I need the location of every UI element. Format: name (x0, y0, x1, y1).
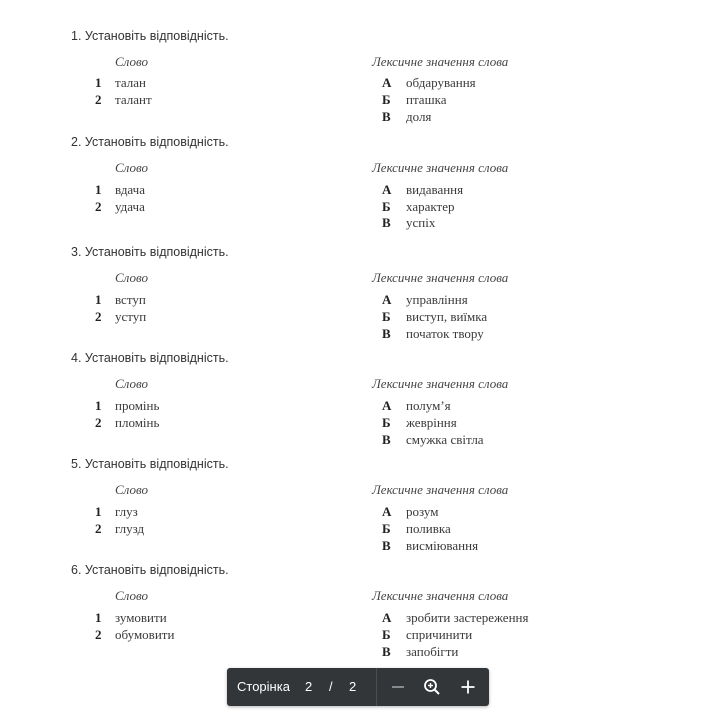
task-title: 2. Установіть відповідність. (71, 135, 229, 149)
item-key: В (382, 326, 391, 341)
item-text: запобігти (406, 644, 459, 659)
item-text: талан (115, 75, 146, 90)
item-text: початок твору (406, 326, 484, 341)
item-text: зумовити (115, 610, 167, 625)
page-label: Сторінка (237, 679, 290, 694)
item-text: глуз (115, 504, 138, 519)
left-column-header: Слово (115, 270, 148, 285)
item-key: В (382, 215, 391, 230)
item-text: вступ (115, 292, 146, 307)
right-column-header: Лексичне значення слова (372, 376, 509, 391)
item-text: висміювання (406, 538, 479, 553)
item-key: 1 (95, 504, 102, 519)
item-text: пломінь (115, 415, 160, 430)
task-title: 3. Установіть відповідність. (71, 245, 229, 259)
item-key: 2 (95, 92, 102, 107)
item-text: уступ (115, 309, 147, 324)
item-key: Б (382, 627, 391, 642)
item-key: 2 (95, 627, 102, 642)
item-key: 2 (95, 309, 102, 324)
item-key: В (382, 109, 391, 124)
item-text: жевріння (406, 415, 457, 430)
right-column-header: Лексичне значення слова (372, 482, 509, 497)
toolbar-divider (376, 668, 377, 706)
item-text: полум’я (406, 398, 451, 413)
plus-icon (458, 677, 478, 697)
minus-icon (388, 677, 408, 697)
item-text: управління (406, 292, 468, 307)
task-title: 5. Установіть відповідність. (71, 457, 229, 471)
item-key: В (382, 432, 391, 447)
zoom-icon (422, 677, 442, 697)
item-text: зробити застереження (406, 610, 529, 625)
item-text: обдарування (406, 75, 476, 90)
right-column-header: Лексичне значення слова (372, 54, 509, 69)
item-text: глузд (115, 521, 145, 536)
item-key: 1 (95, 182, 102, 197)
item-text: смужка світла (406, 432, 484, 447)
left-column-header: Слово (115, 482, 148, 497)
current-page-input[interactable]: 2 (305, 679, 313, 694)
item-text: доля (406, 109, 432, 124)
left-column-header: Слово (115, 588, 148, 603)
item-key: В (382, 644, 391, 659)
item-key: Б (382, 309, 391, 324)
item-key: А (382, 610, 392, 625)
right-column-header: Лексичне значення слова (372, 270, 509, 285)
zoom-in-button[interactable] (458, 677, 478, 697)
task-title: 1. Установіть відповідність. (71, 29, 229, 43)
right-column-header: Лексичне значення слова (372, 588, 509, 603)
zoom-out-button[interactable] (388, 677, 408, 697)
item-text: талант (115, 92, 152, 107)
item-text: характер (406, 199, 455, 214)
left-column-header: Слово (115, 54, 148, 69)
right-column-header: Лексичне значення слова (372, 160, 509, 175)
item-key: 1 (95, 610, 102, 625)
item-key: 2 (95, 521, 102, 536)
item-text: обумовити (115, 627, 175, 642)
left-column-header: Слово (115, 376, 148, 391)
item-text: удача (115, 199, 145, 214)
item-key: Б (382, 199, 391, 214)
page-separator: / (329, 679, 333, 694)
item-text: виступ, виїмка (406, 309, 488, 324)
item-key: 1 (95, 398, 102, 413)
item-text: спричинити (406, 627, 473, 642)
item-key: А (382, 75, 392, 90)
item-text: розум (406, 504, 439, 519)
total-pages: 2 (349, 679, 357, 694)
item-key: А (382, 504, 392, 519)
item-key: Б (382, 92, 391, 107)
item-text: промінь (115, 398, 160, 413)
item-text: пташка (406, 92, 447, 107)
task-title: 4. Установіть відповідність. (71, 351, 229, 365)
item-key: А (382, 182, 392, 197)
item-key: 1 (95, 75, 102, 90)
item-key: В (382, 538, 391, 553)
item-key: А (382, 292, 392, 307)
item-text: видавання (406, 182, 464, 197)
item-key: 2 (95, 415, 102, 430)
pdf-page-toolbar (227, 668, 489, 706)
item-text: успіх (406, 215, 436, 230)
item-text: вдача (115, 182, 145, 197)
item-text: поливка (406, 521, 451, 536)
left-column-header: Слово (115, 160, 148, 175)
item-key: Б (382, 521, 391, 536)
fit-zoom-button[interactable] (422, 677, 442, 697)
item-key: Б (382, 415, 391, 430)
item-key: 1 (95, 292, 102, 307)
item-key: 2 (95, 199, 102, 214)
task-title: 6. Установіть відповідність. (71, 563, 229, 577)
item-key: А (382, 398, 392, 413)
